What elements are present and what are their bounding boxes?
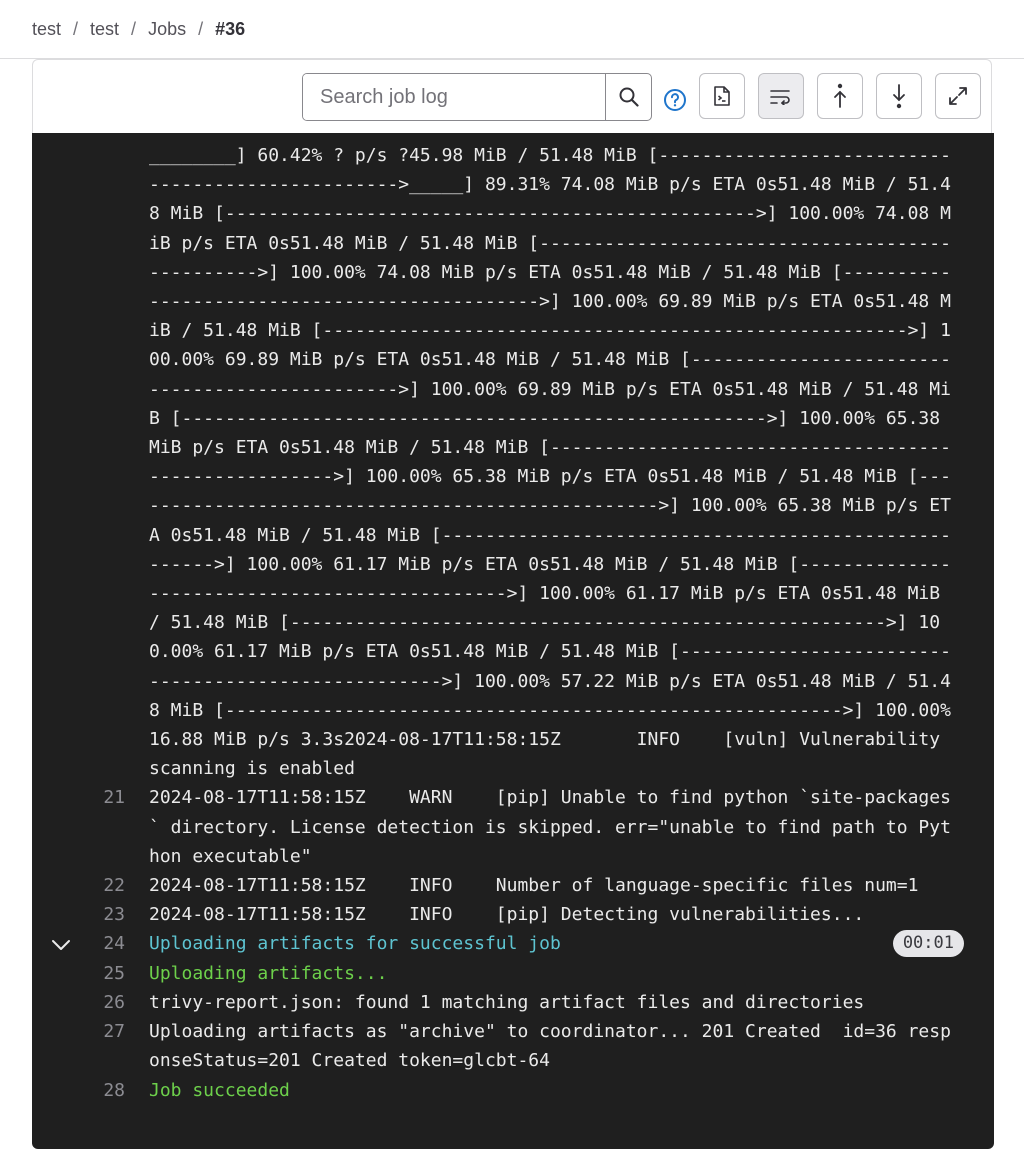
- raw-log-icon: [712, 85, 732, 107]
- line-number[interactable]: 27: [103, 1021, 125, 1043]
- search-icon: [618, 86, 640, 108]
- breadcrumb-separator: /: [73, 18, 79, 39]
- scroll-to-bottom-button[interactable]: [876, 73, 922, 119]
- log-line: [32, 141, 994, 783]
- breadcrumb-project[interactable]: test: [90, 18, 120, 39]
- scroll-top-icon: [830, 83, 850, 109]
- log-line: [32, 783, 994, 871]
- section-duration-badge: 00:01: [893, 930, 964, 957]
- scroll-to-top-button[interactable]: [817, 73, 863, 119]
- breadcrumb-group[interactable]: test: [32, 18, 62, 39]
- line-text: Uploading artifacts as "archive" to coordinator... 201 Created id=36 responseStatus=201 Created token=glcbt-64: [149, 1021, 951, 1072]
- line-number[interactable]: [32, 141, 125, 783]
- fullscreen-icon: [947, 85, 969, 107]
- line-text: ________] 60.42% ? p/s ?45.98 MiB / 51.48 MiB [-------------------------------------------------->_____] 89.31% 74.08 MiB p/s ETA 0s51.48 MiB / 51.48 MiB [------------------------------------------------->] 100.00% 74.08 MiB p/s ETA 0s51.48 MiB / 51.48 MiB [------------------------------------------------>] 100.00% 74.08 MiB p/s ETA 0s51.48 MiB / 51.48 MiB [---------------------------------------------->] 100.00% 69.89 MiB p/s ETA 0s51.48 MiB / 51.48 MiB [------------------------------------------------------>] 100.00% 69.89 MiB p/s ETA 0s51.48 MiB / 51.48 MiB [----------------------------------------------->] 100.00% 69.89 MiB p/s ETA 0s51.48 MiB / 51.48 MiB [------------------------------------------------------>] 100.00% 65.38 MiB p/s ETA 0s51.48 MiB / 51.48 MiB [------------------------------------------------------>] 100.00% 65.38 MiB p/s ETA 0s51.48 MiB / 51.48 MiB [-------------------------------------------------->] 100.00% 65.38 MiB p/s ETA 0s51.48 MiB / 51.48 MiB [----------------------------------------------------->] 100.00% 61.17 MiB p/s ETA 0s51.48 MiB / 51.48 MiB [----------------------------------------------->] 100.00% 61.17 MiB p/s ETA 0s51.48 MiB / 51.48 MiB [------------------------------------------------------->] 100.00% 61.17 MiB p/s ETA 0s51.48 MiB / 51.48 MiB [---------------------------------------------------->] 100.00% 57.22 MiB p/s ETA 0s51.48 MiB / 51.48 MiB [--------------------------------------------------------->] 100.00% 16.88 MiB p/s 3.3s2024-08-17T11:58:15Z INFO [vuln] Vulnerability scanning is enabled: [149, 145, 962, 780]
- wrap-lines-button[interactable]: [758, 73, 804, 119]
- log-line: [32, 988, 994, 1017]
- line-text: 2024-08-17T11:58:15Z INFO Number of language-specific files num=1: [149, 875, 919, 897]
- breadcrumb-current-job: #36: [215, 18, 246, 39]
- breadcrumb-separator: /: [198, 18, 204, 39]
- chevron-down-icon[interactable]: [50, 937, 72, 953]
- line-number[interactable]: 28: [103, 1079, 125, 1101]
- search-input[interactable]: [303, 74, 605, 120]
- breadcrumb: [0, 0, 1024, 59]
- log-line: [32, 900, 994, 929]
- scroll-bottom-icon: [889, 83, 909, 109]
- search-box: [302, 73, 652, 121]
- line-text: Job succeeded: [149, 1079, 290, 1101]
- show-raw-log-button[interactable]: [699, 73, 745, 119]
- line-number[interactable]: 26: [103, 991, 125, 1013]
- help-icon[interactable]: [663, 88, 687, 112]
- line-text: 2024-08-17T11:58:15Z INFO [pip] Detecting vulnerabilities...: [149, 904, 865, 926]
- breadcrumb-jobs[interactable]: Jobs: [148, 18, 187, 39]
- line-number[interactable]: 23: [103, 904, 125, 926]
- log-section-header[interactable]: [32, 929, 994, 958]
- log-line: [32, 959, 994, 988]
- fullscreen-button[interactable]: [935, 73, 981, 119]
- log-body: [32, 133, 994, 1105]
- log-line: [32, 1076, 994, 1105]
- line-text: 2024-08-17T11:58:15Z WARN [pip] Unable to find python `site-packages` directory. License detection is skipped. err="unable to find path to Python executable": [149, 787, 951, 867]
- job-log-toolbar: [32, 59, 992, 133]
- breadcrumb-separator: /: [131, 18, 137, 39]
- line-number[interactable]: 21: [103, 787, 125, 809]
- wrap-lines-icon: [769, 87, 793, 105]
- line-text: Uploading artifacts...: [149, 962, 388, 984]
- line-number[interactable]: 24: [103, 933, 125, 955]
- line-number[interactable]: 22: [103, 875, 125, 897]
- search-button[interactable]: [605, 74, 651, 120]
- log-line: [32, 871, 994, 900]
- line-number[interactable]: 25: [103, 962, 125, 984]
- job-log: [32, 133, 994, 1149]
- line-text: trivy-report.json: found 1 matching artifact files and directories: [149, 991, 865, 1013]
- line-text: Uploading artifacts for successful job: [149, 933, 561, 955]
- log-line: [32, 1017, 994, 1075]
